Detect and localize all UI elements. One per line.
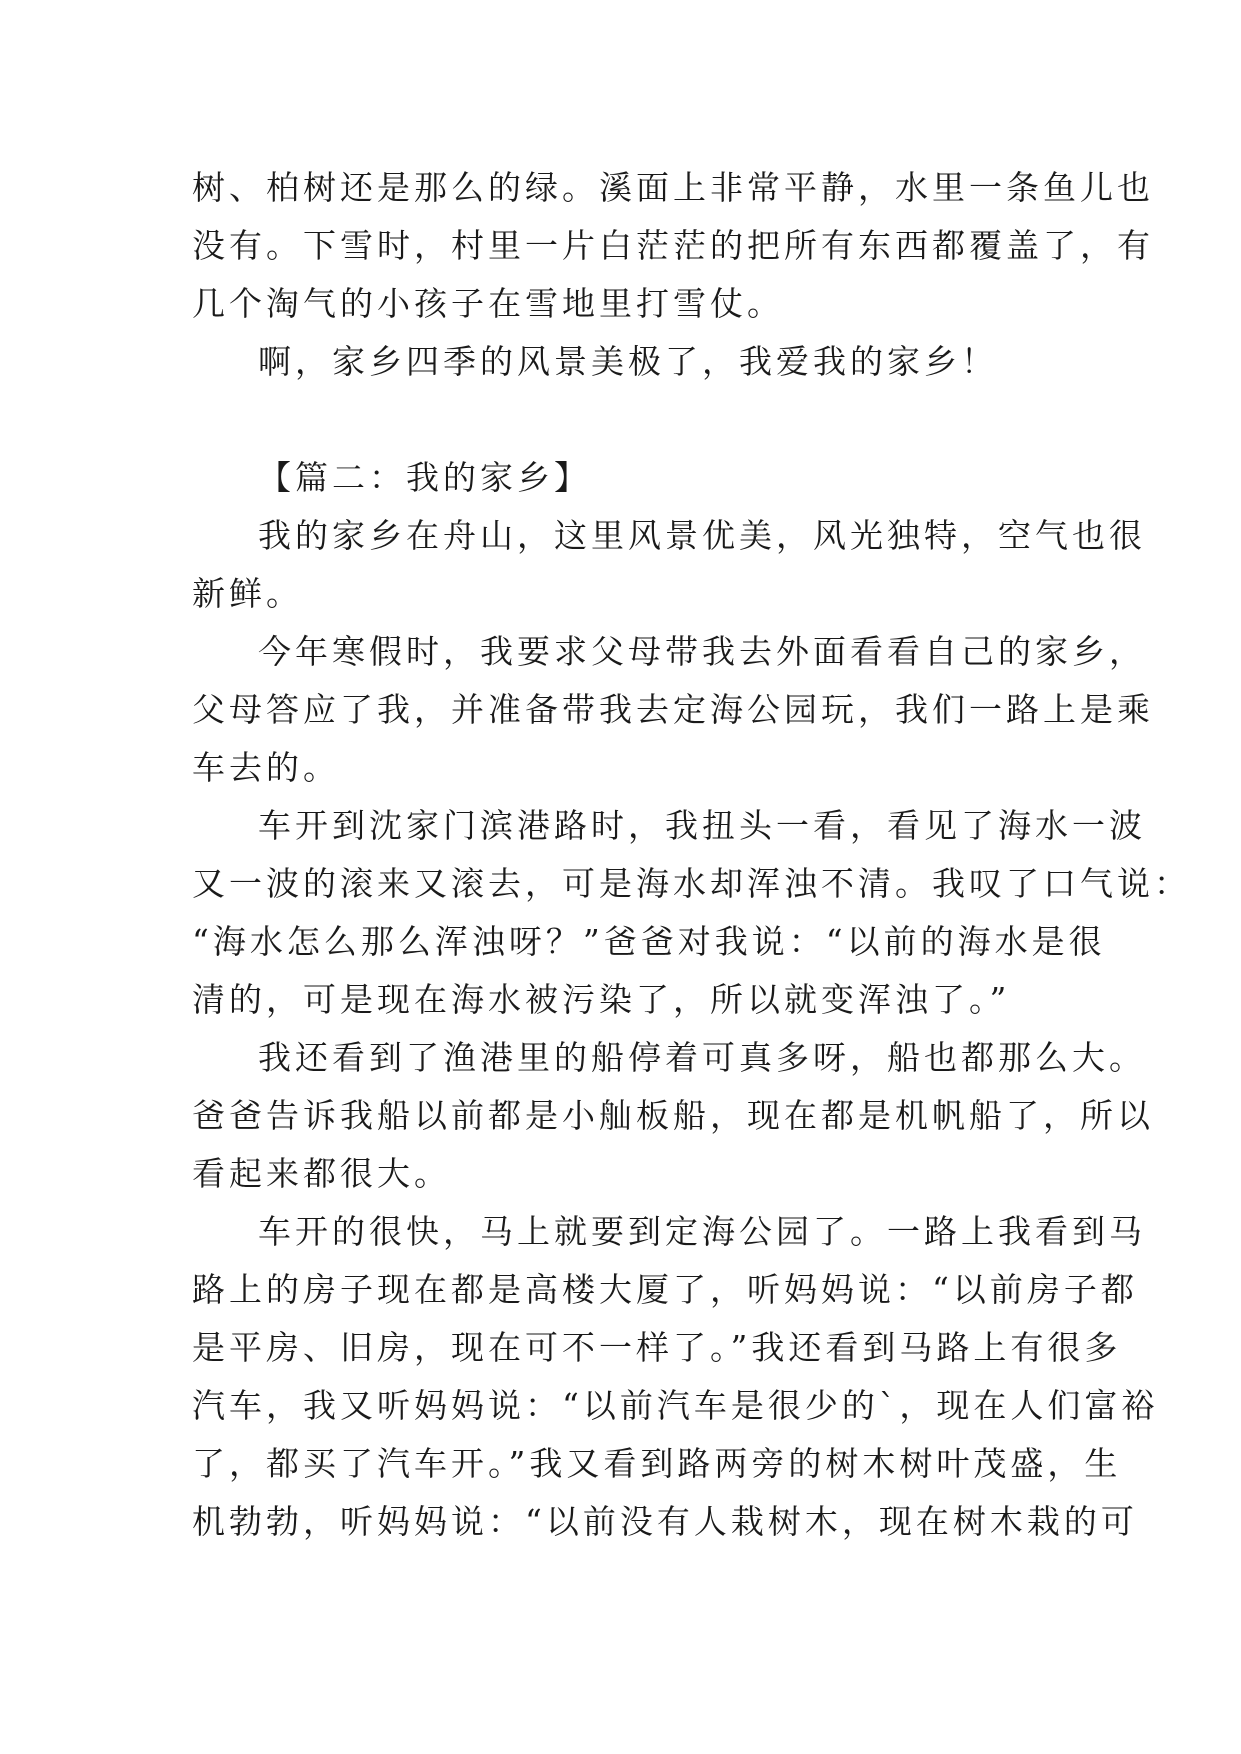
text-line: 啊，家乡四季的风景美极了，我爱我的家乡！ [258,342,998,381]
text-line: 机勃勃，听妈妈说：“以前没有人栽树木，现在树木栽的可 [192,1502,1138,1541]
text-line: 看起来都很大。 [192,1154,451,1193]
text-line: 爸爸告诉我船以前都是小舢板船，现在都是机帆船了，所以 [192,1096,1154,1135]
text-line: 树、柏树还是那么的绿。溪面上非常平静，水里一条鱼儿也 [192,168,1154,207]
text-line: 我的家乡在舟山，这里风景优美，风光独特，空气也很 [258,516,1146,555]
text-line: 清的，可是现在海水被污染了，所以就变浑浊了。” [192,980,1011,1019]
text-line: 今年寒假时，我要求父母带我去外面看看自己的家乡， [258,632,1146,671]
text-line: 汽车，我又听妈妈说：“以前汽车是很少的`，现在人们富裕 [192,1386,1159,1425]
text-line: 又一波的滚来又滚去，可是海水却浑浊不清。我叹了口气说： [192,864,1191,903]
section-heading: 【篇二：我的家乡】 [258,458,591,497]
text-line: 父母答应了我，并准备带我去定海公园玩，我们一路上是乘 [192,690,1154,729]
text-line: 车开到沈家门滨港路时，我扭头一看，看见了海水一波 [258,806,1146,845]
text-line: 了，都买了汽车开。”我又看到路两旁的树木树叶茂盛，生 [192,1444,1122,1483]
text-line: “海水怎么那么浑浊呀？”爸爸对我说：“以前的海水是很 [192,922,1106,961]
text-line: 车去的。 [192,748,340,787]
text-line: 新鲜。 [192,574,303,613]
text-line: 路上的房子现在都是高楼大厦了，听妈妈说：“以前房子都 [192,1270,1138,1309]
text-line: 车开的很快，马上就要到定海公园了。一路上我看到马 [258,1212,1146,1251]
text-line: 是平房、旧房，现在可不一样了。”我还看到马路上有很多 [192,1328,1122,1367]
text-line: 没有。下雪时，村里一片白茫茫的把所有东西都覆盖了，有 [192,226,1154,265]
text-line: 我还看到了渔港里的船停着可真多呀，船也都那么大。 [258,1038,1146,1077]
text-line: 几个淘气的小孩子在雪地里打雪仗。 [192,284,784,323]
